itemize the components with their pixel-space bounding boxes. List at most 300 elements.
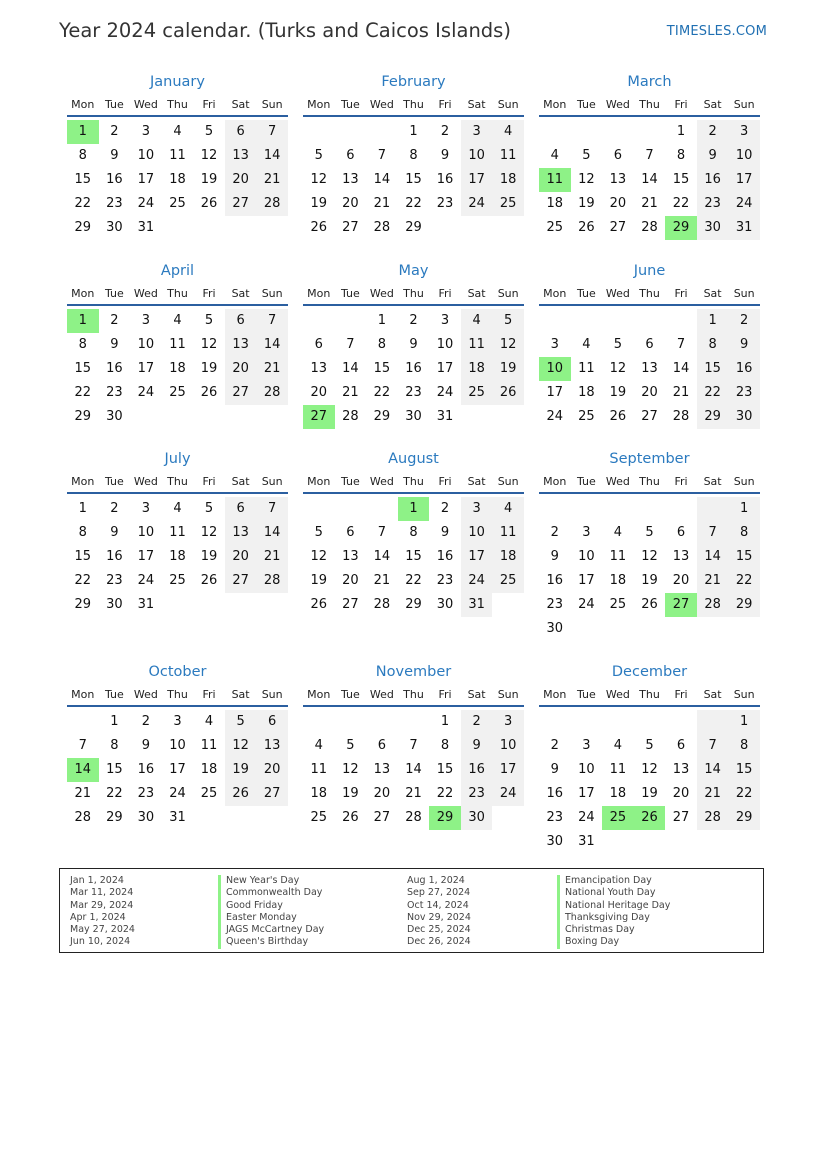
day-cell: 13: [225, 333, 257, 357]
day-cell: 31: [137, 220, 155, 235]
day-cell: 6: [613, 148, 623, 163]
day-cell: 2: [461, 710, 493, 734]
day-cell: 12: [641, 549, 658, 564]
weekday-label: Thu: [403, 688, 424, 701]
weekday-label: Fri: [202, 98, 216, 111]
month-name: March: [627, 74, 672, 90]
day-cell: 26: [342, 810, 359, 825]
day-cell: 29: [74, 597, 92, 612]
holiday-date: Jun 10, 2024: [70, 936, 131, 948]
weekday-label: Fri: [674, 287, 688, 300]
holiday-date: Oct 14, 2024: [407, 899, 469, 911]
day-cell: 3: [141, 313, 151, 328]
weekday-label: Sat: [231, 475, 250, 488]
day-cell: 23: [137, 786, 155, 801]
day-cell: 15: [405, 549, 422, 564]
day-cell: 11: [169, 148, 186, 163]
day-cell-empty: [162, 593, 194, 617]
day-cell: 9: [728, 333, 760, 357]
day-cell-holiday: 14: [67, 758, 99, 782]
holiday-date: May 27, 2024: [70, 924, 135, 936]
day-cell: 20: [672, 573, 690, 588]
day-cell: 17: [578, 573, 595, 588]
week-row: [67, 192, 288, 216]
day-cell: 9: [110, 525, 119, 540]
days-grid: [539, 497, 760, 641]
day-cell: 15: [728, 545, 760, 569]
weekday-label: Mon: [543, 475, 567, 488]
week-row: [539, 710, 760, 734]
day-cell: 23: [106, 385, 123, 400]
day-cell: 22: [74, 196, 92, 211]
day-cell-empty: [225, 806, 257, 830]
day-cell-empty: [728, 617, 760, 641]
day-cell: 24: [137, 573, 155, 588]
day-cell: 9: [697, 144, 729, 168]
day-cell: 15: [106, 762, 123, 777]
day-cell: 14: [256, 521, 288, 545]
day-cell: 11: [200, 738, 218, 753]
day-cell: 22: [436, 786, 454, 801]
holiday-date: Mar 11, 2024: [70, 887, 134, 899]
month-may: [303, 261, 524, 429]
day-cell: 25: [169, 196, 186, 211]
day-cell: 16: [728, 357, 760, 381]
month-name: September: [609, 451, 690, 467]
day-cell-empty: [461, 405, 493, 429]
day-cell: 24: [578, 597, 595, 612]
week-row: [539, 806, 760, 830]
day-cell: 14: [641, 172, 658, 187]
day-cell-empty: [256, 593, 288, 617]
day-cell-empty: [492, 593, 524, 617]
day-cell-empty: [162, 405, 194, 429]
month-name: February: [381, 74, 446, 90]
day-cell: 20: [373, 786, 391, 801]
day-cell: 25: [169, 573, 186, 588]
day-cell: 6: [377, 738, 387, 753]
day-cell-empty: [571, 497, 603, 521]
week-row: [67, 782, 288, 806]
day-cell: 28: [256, 569, 288, 593]
weekday-label: Sat: [703, 475, 722, 488]
day-cell-empty: [225, 405, 257, 429]
day-cell: 6: [225, 497, 257, 521]
day-cell: 21: [697, 782, 729, 806]
week-row: [67, 545, 288, 569]
day-cell: 15: [728, 758, 760, 782]
site-link[interactable]: TIMESLES.COM: [666, 24, 767, 39]
day-cell: 25: [200, 786, 218, 801]
day-cell: 30: [405, 409, 422, 424]
day-cell-holiday: 1: [67, 120, 99, 144]
week-row: [303, 782, 524, 806]
day-cell: 2: [110, 313, 119, 328]
day-cell: 16: [137, 762, 155, 777]
day-cell-empty: [665, 830, 697, 854]
day-cell: 24: [578, 810, 595, 825]
weekday-label: Sat: [231, 98, 250, 111]
weekday-header: [67, 684, 288, 707]
holiday-dates-column-1: [70, 875, 135, 949]
day-cell: 9: [461, 734, 493, 758]
day-cell-empty: [335, 309, 367, 333]
week-row: [539, 357, 760, 381]
day-cell-empty: [665, 497, 697, 521]
day-cell: 2: [141, 714, 151, 729]
weekday-label: Sun: [733, 475, 755, 488]
day-cell: 4: [613, 525, 623, 540]
weekday-label: Fri: [202, 287, 216, 300]
week-row: [539, 120, 760, 144]
day-cell: 11: [461, 333, 493, 357]
day-cell: 23: [461, 782, 493, 806]
day-cell: 23: [106, 573, 123, 588]
weekday-label: Tue: [576, 98, 596, 111]
day-cell: 20: [310, 385, 328, 400]
day-cell: 19: [200, 549, 218, 564]
day-cell: 15: [697, 357, 729, 381]
day-cell-empty: [492, 806, 524, 830]
day-cell: 22: [74, 385, 92, 400]
week-row: [67, 216, 288, 240]
weekday-label: Thu: [639, 287, 660, 300]
weekday-header: [539, 283, 760, 306]
day-cell: 26: [578, 220, 595, 235]
holiday-legend: [59, 868, 764, 953]
day-cell: 23: [106, 196, 123, 211]
holiday-date: Mar 29, 2024: [70, 899, 134, 911]
weekday-label: Fri: [674, 688, 688, 701]
day-cell-empty: [571, 710, 603, 734]
day-cell: 27: [225, 192, 257, 216]
day-cell: 7: [346, 337, 355, 352]
week-row: [67, 497, 288, 521]
day-cell: 21: [256, 168, 288, 192]
day-cell: 6: [225, 309, 257, 333]
day-cell: 13: [310, 361, 328, 376]
holiday-name: National Youth Day: [557, 887, 670, 899]
day-cell: 7: [256, 309, 288, 333]
day-cell: 24: [728, 192, 760, 216]
day-cell-empty: [303, 497, 335, 521]
month-june: [539, 261, 760, 429]
day-cell: 5: [613, 337, 623, 352]
week-row: [539, 381, 760, 405]
day-cell: 13: [641, 361, 658, 376]
day-cell: 4: [613, 738, 623, 753]
weekday-label: Sun: [733, 287, 755, 300]
week-row: [539, 593, 760, 617]
day-cell: 6: [346, 525, 355, 540]
day-cell-empty: [256, 806, 288, 830]
day-cell: 13: [225, 521, 257, 545]
day-cell-empty: [335, 710, 367, 734]
day-cell: 3: [582, 738, 591, 753]
day-cell: 28: [672, 409, 690, 424]
day-cell: 21: [256, 545, 288, 569]
week-row: [303, 333, 524, 357]
day-cell: 31: [461, 593, 493, 617]
weekday-label: Tue: [576, 287, 596, 300]
days-grid: [67, 710, 288, 830]
weekday-label: Sun: [261, 287, 283, 300]
day-cell: 8: [676, 148, 686, 163]
weekday-label: Thu: [167, 287, 188, 300]
day-cell: 21: [697, 569, 729, 593]
weekday-label: Fri: [438, 98, 452, 111]
day-cell: 26: [609, 409, 627, 424]
weekday-label: Wed: [133, 475, 158, 488]
day-cell: 15: [74, 549, 92, 564]
day-cell: 30: [728, 405, 760, 429]
week-row: [539, 333, 760, 357]
weekday-label: Sat: [467, 287, 486, 300]
weekday-label: Thu: [403, 475, 424, 488]
weekday-label: Wed: [605, 287, 630, 300]
weekday-label: Sat: [467, 688, 486, 701]
days-grid: [67, 120, 288, 240]
weekday-label: Mon: [543, 688, 567, 701]
day-cell: 29: [106, 810, 123, 825]
weekday-header: [303, 283, 524, 306]
weekday-header: [67, 94, 288, 117]
day-cell: 10: [728, 144, 760, 168]
weekday-label: Mon: [71, 287, 95, 300]
day-cell: 19: [310, 573, 328, 588]
weekday-label: Thu: [639, 475, 660, 488]
day-cell: 21: [641, 196, 658, 211]
weekday-label: Sun: [497, 688, 519, 701]
week-row: [539, 216, 760, 240]
day-cell: 20: [342, 196, 359, 211]
day-cell: 8: [409, 525, 418, 540]
holiday-date: Nov 29, 2024: [407, 911, 471, 923]
day-cell: 27: [256, 782, 288, 806]
day-cell: 16: [106, 172, 123, 187]
day-cell: 28: [373, 220, 391, 235]
day-cell: 25: [461, 381, 493, 405]
day-cell: 4: [582, 337, 591, 352]
day-cell: 4: [173, 501, 182, 516]
week-row: [303, 120, 524, 144]
day-cell: 9: [110, 148, 119, 163]
week-row: [67, 758, 288, 782]
day-cell: 2: [550, 738, 559, 753]
day-cell: 10: [137, 148, 155, 163]
weekday-label: Fri: [438, 688, 452, 701]
day-cell: 20: [609, 196, 627, 211]
day-cell-empty: [634, 710, 666, 734]
day-cell: 15: [373, 361, 391, 376]
day-cell: 4: [550, 148, 559, 163]
day-cell-empty: [130, 405, 162, 429]
day-cell: 12: [578, 172, 595, 187]
day-cell: 10: [137, 337, 155, 352]
weekday-label: Sun: [261, 688, 283, 701]
day-cell: 30: [546, 621, 564, 636]
page-title: Year 2024 calendar. (Turks and Caicos Islands): [59, 19, 511, 42]
day-cell: 17: [461, 168, 493, 192]
day-cell: 4: [204, 714, 214, 729]
weekday-label: Fri: [674, 98, 688, 111]
day-cell-empty: [429, 216, 461, 240]
day-cell-empty: [256, 216, 288, 240]
month-name: December: [611, 664, 688, 680]
day-cell: 23: [728, 381, 760, 405]
day-cell: 24: [461, 569, 493, 593]
weekday-header: [303, 684, 524, 707]
day-cell: 17: [461, 545, 493, 569]
day-cell: 18: [169, 549, 186, 564]
weekday-label: Sat: [703, 287, 722, 300]
day-cell: 7: [409, 738, 418, 753]
day-cell: 30: [697, 216, 729, 240]
day-cell-holiday: 1: [398, 497, 430, 521]
day-cell-empty: [602, 120, 634, 144]
day-cell: 24: [137, 385, 155, 400]
day-cell-empty: [366, 497, 398, 521]
week-row: [67, 120, 288, 144]
holiday-name: Boxing Day: [557, 936, 670, 948]
day-cell: 15: [672, 172, 690, 187]
day-cell: 21: [74, 786, 92, 801]
day-cell: 30: [106, 597, 123, 612]
day-cell-empty: [539, 710, 571, 734]
day-cell-empty: [193, 216, 225, 240]
day-cell: 19: [492, 357, 524, 381]
weekday-header: [67, 471, 288, 494]
week-row: [67, 569, 288, 593]
day-cell: 21: [256, 357, 288, 381]
day-cell: 10: [169, 738, 186, 753]
day-cell: 29: [405, 597, 422, 612]
day-cell-empty: [492, 216, 524, 240]
day-cell: 14: [697, 758, 729, 782]
weekday-label: Sat: [703, 98, 722, 111]
day-cell: 8: [78, 525, 87, 540]
weekday-label: Tue: [104, 98, 124, 111]
day-cell: 14: [405, 762, 422, 777]
day-cell: 18: [492, 545, 524, 569]
day-cell: 2: [110, 501, 119, 516]
weekday-label: Fri: [674, 475, 688, 488]
day-cell: 8: [697, 333, 729, 357]
day-cell: 7: [78, 738, 87, 753]
day-cell: 9: [141, 738, 151, 753]
week-row: [303, 309, 524, 333]
week-row: [303, 216, 524, 240]
week-row: [303, 192, 524, 216]
day-cell: 13: [225, 144, 257, 168]
day-cell: 18: [492, 168, 524, 192]
holiday-date: Aug 1, 2024: [407, 875, 465, 886]
day-cell-empty: [366, 120, 398, 144]
day-cell: 2: [110, 124, 119, 139]
day-cell: 18: [609, 573, 627, 588]
day-cell: 14: [256, 144, 288, 168]
day-cell: 7: [697, 734, 729, 758]
weekday-label: Tue: [104, 688, 124, 701]
day-cell: 27: [672, 810, 690, 825]
day-cell: 6: [314, 337, 323, 352]
day-cell: 26: [310, 220, 328, 235]
day-cell: 7: [256, 497, 288, 521]
weekday-header: [303, 94, 524, 117]
weekday-header: [539, 94, 760, 117]
day-cell: 13: [672, 762, 690, 777]
day-cell: 11: [310, 762, 328, 777]
day-cell: 24: [492, 782, 524, 806]
day-cell-empty: [697, 497, 729, 521]
day-cell: 1: [409, 124, 418, 139]
day-cell: 14: [342, 361, 359, 376]
week-row: [303, 405, 524, 429]
day-cell: 16: [106, 361, 123, 376]
month-october: [67, 662, 288, 830]
days-grid: [303, 309, 524, 429]
day-cell: 19: [200, 172, 218, 187]
day-cell-holiday: 29: [429, 806, 461, 830]
day-cell-empty: [335, 120, 367, 144]
day-cell: 21: [672, 385, 690, 400]
day-cell-empty: [602, 830, 634, 854]
day-cell: 12: [310, 549, 328, 564]
day-cell: 3: [582, 525, 591, 540]
week-row: [67, 168, 288, 192]
day-cell: 29: [697, 405, 729, 429]
month-name: June: [633, 263, 666, 279]
day-cell-empty: [303, 120, 335, 144]
weekday-label: Thu: [639, 688, 660, 701]
day-cell: 19: [310, 196, 328, 211]
weekday-label: Sun: [733, 98, 755, 111]
day-cell: 11: [169, 525, 186, 540]
day-cell: 4: [173, 313, 182, 328]
day-cell: 6: [346, 148, 355, 163]
day-cell-empty: [602, 309, 634, 333]
day-cell: 18: [461, 357, 493, 381]
day-cell: 28: [342, 409, 359, 424]
week-row: [303, 144, 524, 168]
weekday-label: Sat: [231, 688, 250, 701]
week-row: [67, 593, 288, 617]
day-cell: 28: [641, 220, 658, 235]
day-cell: 22: [728, 782, 760, 806]
day-cell: 6: [225, 120, 257, 144]
month-march: [539, 72, 760, 240]
day-cell: 27: [342, 597, 359, 612]
week-row: [67, 806, 288, 830]
weekday-label: Sat: [703, 688, 722, 701]
day-cell: 1: [728, 710, 760, 734]
day-cell-empty: [539, 497, 571, 521]
day-cell: 13: [373, 762, 391, 777]
weekday-label: Fri: [202, 475, 216, 488]
day-cell: 12: [225, 734, 257, 758]
day-cell: 19: [225, 758, 257, 782]
day-cell: 7: [645, 148, 654, 163]
weekday-label: Thu: [403, 98, 424, 111]
days-grid: [539, 710, 760, 854]
day-cell-empty: [571, 309, 603, 333]
day-cell: 5: [346, 738, 355, 753]
days-grid: [67, 497, 288, 617]
holiday-date: Dec 26, 2024: [407, 936, 471, 948]
day-cell: 31: [578, 834, 595, 849]
day-cell-empty: [665, 309, 697, 333]
day-cell: 1: [110, 714, 119, 729]
